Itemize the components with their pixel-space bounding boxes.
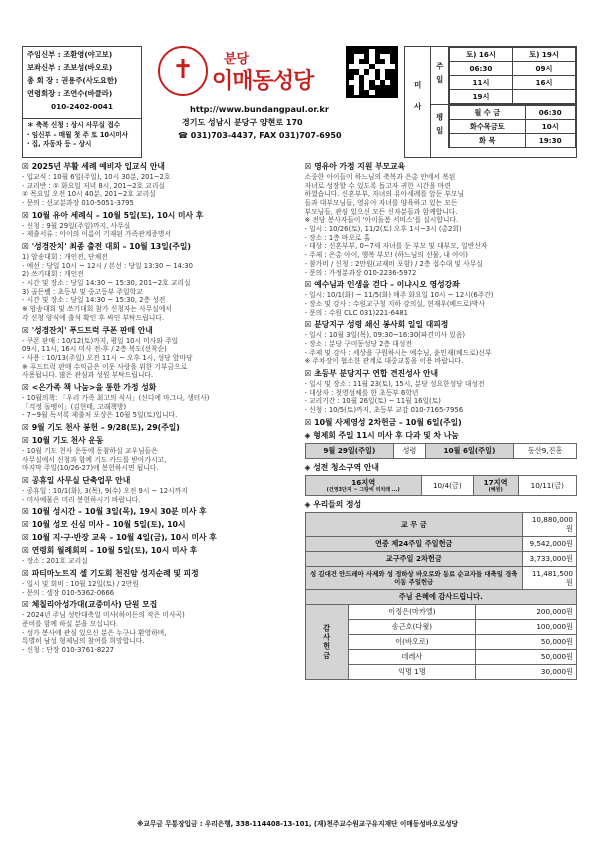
notice-line: - 공휴일 : 10/1(화), 3(목), 9(수) 오전 9시 ~ 12시까지 xyxy=(22,486,188,495)
mass-day: 화수목금토 xyxy=(450,120,526,134)
cleaning-title: ◈ 성전 청소구역 안내 xyxy=(304,462,379,472)
clergy-row: 주임신부 : 조환영(야고보) xyxy=(27,50,113,59)
qr-code-icon[interactable] xyxy=(346,46,398,98)
notice-line: - 일시 : 10/26(토), 11/2(토) 오후 1시~3시 (총2회) xyxy=(304,225,462,234)
parish-name: 이매동성당 xyxy=(212,69,314,94)
cleaning-date: 10/4(금) xyxy=(421,475,473,496)
notice-line: - 시간 및 장소 : 당일 14:30 ~ 15:30, 201~2호 교리실 xyxy=(22,279,191,288)
parish-brand xyxy=(142,46,342,158)
parish-sub-title: 분당 xyxy=(224,52,250,67)
mass-schedule xyxy=(404,46,577,158)
notice-heading: ☒ 파티마노트직 셀 기도회 천진암 성지순례 및 피정 xyxy=(22,568,199,578)
offering-amount: 10,880,000원 xyxy=(522,513,576,536)
notice-line: - 문의 : 가정분과장 010-2236-5972 xyxy=(304,268,417,277)
notice-line: - 교리반 : ① 화요일 저녁 8시, 201~2호 교리실 xyxy=(22,181,165,190)
header xyxy=(22,46,577,158)
cleaning-zone-detail: (혜원) xyxy=(488,486,503,493)
offering-section xyxy=(305,500,578,680)
notice-heading: ☒ '성경잔치' 푸드트럭 쿠폰 판매 안내 xyxy=(22,325,153,335)
left-column xyxy=(22,162,295,684)
footer-bank-info: ※교무금 무통장입금 : 우리은행, 338-114408-13-101, (재)천주교수원교구유지재단 이매동성바오로성당 xyxy=(137,820,458,828)
notice-line: - 쿠폰 판매 : 10/12(토)까지, 평일 10시 미사와 주일 xyxy=(22,336,179,345)
donor-name: 이정은(마카엘) xyxy=(349,605,475,620)
donor-amount: 50,000원 xyxy=(475,650,577,665)
notice-line: 3) 골든벨 : 초등부 및 중고등부 주일학교 xyxy=(22,287,143,296)
notice-section xyxy=(22,507,295,517)
weekday-label: 평일 xyxy=(431,105,449,148)
offering-title: ◈ 우리들의 정성 xyxy=(304,500,362,510)
mass-time: 09시 xyxy=(513,62,576,76)
notice-line: - 대상자 : 첫영성체를 한 초등부 6학년 xyxy=(304,388,419,397)
notice-heading: ☒ 10월 사제영성 2차헌금 – 10월 6일(주일) xyxy=(304,417,462,427)
notice-line: - 일시 및 장소 : 11월 23(토), 15시, 분당 성요한성당 대성전 xyxy=(304,379,485,388)
notice-section xyxy=(22,383,295,420)
notice-section xyxy=(22,569,295,597)
notice-line: - 7~9월 독서록 제출처 포상은 10월 5일(토)입니다. xyxy=(22,411,178,420)
notice-line: - 문의 : 셀장 010-5362-0666 xyxy=(22,588,115,597)
notice-line: ※ 푸드트럭 판매 수익금은 이웃 사랑을 위한 기부금으로 xyxy=(22,362,188,371)
parish-url-link[interactable]: http://www.bundangpaul.or.kr xyxy=(190,104,329,114)
notice-section xyxy=(22,476,295,504)
notice-line: 사무실에서 신청과 함께 기도 카드를 받아가시고, xyxy=(22,455,167,464)
clergy-phone: 010-2402-0041 xyxy=(51,102,113,111)
notice-line: - 주제 및 강사 : 세상을 구원하시는 예수님, 윤민재(베드로)신부 xyxy=(304,348,492,357)
notice-line: 하였습니다. 신혼부부, 자녀의 유아세례를 앞둔 부모님 xyxy=(304,190,465,199)
notice-heading: ☒ <은가족 책 나눔>을 통한 가정 성화 xyxy=(22,382,157,392)
sharing-section xyxy=(305,431,578,459)
notice-line: - 문의 : 수원 CLC 031)221-6481 xyxy=(304,308,408,317)
notice-heading: ☒ 10월 성시간 – 10월 3일(목), 19시 30분 미사 후 xyxy=(22,507,207,517)
cleaning-zone: 16지역 xyxy=(351,477,376,487)
notice-line: - 신청 : 단장 010-3761-8227 xyxy=(22,645,115,654)
notice-heading: ☒ 9월 기도 천사 봉헌 – 9/28(토), 29(주일) xyxy=(22,422,180,432)
notice-section xyxy=(22,546,295,566)
offering-item: 연중 제24주일 주일헌금 xyxy=(305,536,522,551)
notice-section xyxy=(22,520,295,530)
notice-line: 「걱정 돌멩이」(김현태, 고래책방) xyxy=(22,402,127,411)
clergy-row: 연령회장 : 조연수(바클라) xyxy=(27,89,113,98)
notice-line: ② 목요일 오전 10시 40분, 201~2호 교리실 xyxy=(22,190,156,199)
notice-section xyxy=(305,418,578,428)
sharing-group: 동산9,진흥 xyxy=(514,443,577,458)
notice-heading: ☒ 10월 기도 천사 운동 xyxy=(22,435,104,445)
notice-line: ※ 주차장이 협소한 관계로 대중교통을 이용 바랍니다. xyxy=(304,357,464,366)
notice-line: - 10월의책: 「우리 가족 최고의 식사」(신디에 마그나, 생터사) xyxy=(22,393,210,402)
parish-logo-icon: ✝ xyxy=(158,46,208,96)
notice-line: - 대상 : 신혼부부, 0~7세 자녀를 둔 부모 및 대부모, 일반신자 xyxy=(304,242,488,251)
notice-line: 부모님들, 관심 있으신 모든 신자분들과 함께합니다. xyxy=(304,207,458,216)
notice-line: - 일시: 10/1(화) ~ 11/5(화) 매주 화요일 10시 ~ 12시(6주간) xyxy=(304,291,494,300)
notice-line: - 주제 : 은총 아이, 행복 부모! (하느님의 선물, 내 아이) xyxy=(304,251,468,260)
mass-day: 월 수 금 xyxy=(450,106,526,120)
mass-time: 19:30 xyxy=(525,134,576,148)
donor-amount: 30,000원 xyxy=(475,665,577,680)
notice-line: - 교리기간 : 10월 26일(토) ~ 11월 16일(토) xyxy=(304,397,441,406)
notice-line: 특별히 남성 형제님의 참여를 희망합니다. xyxy=(22,637,145,646)
donor-amount: 200,000원 xyxy=(475,605,577,620)
blessing-notice: · 집, 자동차 등 – 상시 xyxy=(27,140,92,149)
mass-time: 토) 19시 xyxy=(513,48,576,62)
donor-name: 데레사 xyxy=(349,650,475,665)
notice-line: 각 신청 양식에 출석 확인 후 싸인 부탁드립니다. xyxy=(22,313,165,322)
notice-line: 준비를 함께 하실 분을 모십니다. xyxy=(22,619,119,628)
cleaning-zone-detail: (건영3단지 ~ 그랑비 리치래 ...) xyxy=(326,486,400,493)
notice-line: - 장소 : 201호 교리실 xyxy=(22,557,88,566)
notice-line: - 제출서류 : 아이의 이름이 기재된 가족관계증명서 xyxy=(22,230,172,239)
notice-line: - 2024년 주님 성탄대축일 미사(하이든의 작은 미사곡) xyxy=(22,611,185,620)
notice-line: - 신청 : 9월 29일(주일)까지, 사무실 xyxy=(22,221,131,230)
mass-time: 06:30 xyxy=(525,106,576,120)
notice-line: - 10월 기도 천사 운동에 동참하실 교우님들은 xyxy=(22,446,158,455)
mass-time xyxy=(513,90,576,104)
notice-heading: ☒ '성경잔치' 최종 출전 대회 – 10월 13일(주일) xyxy=(22,242,191,252)
notice-heading: ☒ 예수님과 인생을 걷다 – 이냐시오 영성강좌 xyxy=(304,280,460,290)
blessing-notice: · 임신부 – 매월 첫 주 토 10시미사 xyxy=(27,130,129,139)
notice-section xyxy=(22,242,295,322)
mass-time: 16시 xyxy=(513,76,576,90)
donor-name: 이(바오로) xyxy=(349,635,475,650)
parish-address: 경기도 성남시 분당구 양현로 170 xyxy=(182,118,303,127)
notice-line: 2) 쓰기대회 : 개인전 xyxy=(22,270,84,279)
notice-line: 사용됩니다. 많은 관심과 성원 부탁드립니다. xyxy=(22,371,154,380)
thanks-title: 주님 은혜에 감사드립니다. xyxy=(305,590,577,605)
notice-line: - 입교식 : 10월 6일(주일), 10시 30분, 201~2호 xyxy=(22,172,171,181)
notice-line: - 성가 봉사에 관심 있으신 분은 누구나 환영하며, xyxy=(22,628,167,637)
mass-time: 토) 16시 xyxy=(450,48,513,62)
clergy-row: 총 회 장 : 권용주(사도요한) xyxy=(27,76,118,85)
notice-section xyxy=(22,211,295,239)
notice-line: - 참가비 / 신청 : 2만원(교재비 포함) / 2층 접수대 및 사무실 xyxy=(304,259,483,268)
notice-section xyxy=(305,280,578,317)
clergy-box xyxy=(22,46,142,158)
cleaning-section xyxy=(305,463,578,497)
donor-name: 익명 1명 xyxy=(349,665,475,680)
notice-line: - 장소 : 1층 바오로 홀 xyxy=(304,233,371,242)
sharing-title: ◈ 형제회 주일 11시 미사 후 다과 및 차 나눔 xyxy=(304,430,459,440)
notice-section xyxy=(22,423,295,433)
offering-item: 교 무 금 xyxy=(305,513,522,536)
notice-line: - 예선 : 당일 10시 ~ 12시 / 본선 : 당일 13:30 ~ 14:30 xyxy=(22,261,193,270)
donor-amount: 100,000원 xyxy=(475,620,577,635)
notice-section xyxy=(305,162,578,277)
notice-line: - 장소 및 강사 : 수원교구청 지하 강의실, 현재우(베드로)박사 xyxy=(304,299,486,308)
sunday-label: 주일 xyxy=(431,47,449,104)
notice-line: - 미사예물은 미리 봉헌하시기 바랍니다. xyxy=(22,495,141,504)
offering-item: 교구주일 2차헌금 xyxy=(305,551,522,566)
parish-tel: ☎ 031)703-4437, FAX 031)707-6950 xyxy=(178,131,342,140)
notice-heading: ☒ 연령회 월례회의 – 10월 5일(토), 10시 미사 후 xyxy=(22,546,198,556)
blessing-notice: ＊ 축복 신청 : 상시 사무실 접수 xyxy=(27,121,121,129)
mass-day: 화 목 xyxy=(450,134,526,148)
notice-line: 09시, 11시, 16시 미사 전·후 / 2층 복도(선착순) xyxy=(22,345,167,354)
notice-heading: ☒ 공휴일 사무실 단축업무 안내 xyxy=(22,475,131,485)
cleaning-zone: 17지역 xyxy=(483,477,508,487)
sharing-date: 9월 29일(주일) xyxy=(305,443,394,458)
notice-line: - 일시 및 회비 : 10월 12일(토) / 2만원 xyxy=(22,579,139,588)
right-column xyxy=(305,162,578,684)
notice-heading: ☒ 10월 지·구·반장 교육 – 10월 4일(금), 10시 미사 후 xyxy=(22,533,217,543)
notice-line: 1) 암송대회 : 개인전, 단체전 xyxy=(22,253,108,262)
notice-heading: ☒ 체칠리아성가대(교중미사) 단원 모집 xyxy=(22,600,158,610)
notice-line: ※ 암송대회 및 쓰기대회 참가 신청자는 사무실에서 xyxy=(22,305,172,314)
mass-time: 06:30 xyxy=(450,62,513,76)
content-columns xyxy=(22,162,577,684)
notice-section xyxy=(22,162,295,208)
notice-section xyxy=(22,600,295,654)
cleaning-date: 10/11(금) xyxy=(518,475,576,496)
notice-line: ※ 전담 봉사자들이 '아이돌봄 서비스'를 실시합니다. xyxy=(304,216,459,225)
notice-line: 자녀로 성장할 수 있도록 돕고자 귀한 시간을 마련 xyxy=(304,181,451,190)
notice-line: - 장소 : 분당 구미동성당 2층 대성전 xyxy=(304,339,412,348)
thanks-label: 감사헌금 xyxy=(305,605,349,680)
notice-line: - 시간 및 장소 : 당일 14:30 ~ 15:30, 2층 성전 xyxy=(22,296,166,305)
clergy-row: 보좌신부 : 조보성(바오로) xyxy=(27,63,113,72)
donor-name: 송근호(다윗) xyxy=(349,620,475,635)
donor-amount: 50,000원 xyxy=(475,635,577,650)
notice-heading: ☒ 초등부 분당지구 연합 견진성사 안내 xyxy=(304,368,439,378)
mass-time: 10시 xyxy=(525,120,576,134)
notice-heading: ☒ 10월 성모 신심 미사 – 10월 5일(토), 10시 xyxy=(22,520,186,530)
notice-section xyxy=(22,436,295,473)
notice-section xyxy=(22,533,295,543)
notice-section xyxy=(22,326,295,380)
notice-line: - 신청 : 10/5(토)까지, 초등부 교감 010-7165-7956 xyxy=(304,406,464,414)
notice-heading: ☒ 2025년 부활 세례 예비자 입교식 안내 xyxy=(22,162,165,171)
notice-line: - 사용 : 10/13(주일) 오전 11시 ~ 오후 1시, 성당 앞마당 xyxy=(22,353,193,362)
offering-amount: 9,542,000원 xyxy=(522,536,576,551)
mass-label: 미사 xyxy=(405,47,431,157)
sharing-group: 성령 xyxy=(394,443,425,458)
notice-section xyxy=(305,369,578,415)
mass-time: 11시 xyxy=(450,76,513,90)
notice-heading: ☒ 분당지구 성령 쇄신 봉사회 일일 대피정 xyxy=(304,320,449,330)
notice-heading: ☒ 영유아 가정 지원 부모교육 xyxy=(304,162,406,171)
notice-line: 마지막 주일(10/26-27)에 봉헌하시면 됩니다. xyxy=(22,464,159,473)
notice-line: - 일시 : 10월 3일(목), 09:30~16:30(파견미사 있음) xyxy=(304,331,466,340)
notice-heading: ☒ 10월 유아 세례식 – 10월 5일(토), 10시 미사 후 xyxy=(22,210,204,220)
notice-line: 들과 대부모님들, 영유아 자녀를 양육하고 있는 모든 xyxy=(304,199,458,208)
notice-section xyxy=(305,320,578,366)
notice-line: 소중한 아이들이 하느님의 축복과 은총 안에서 복된 xyxy=(304,172,456,181)
mass-time: 19시 xyxy=(450,90,513,104)
offering-amount: 3,733,000원 xyxy=(522,551,576,566)
sharing-date: 10월 6일(주일) xyxy=(425,443,514,458)
notice-line: - 문의 : 선교분과장 010-5051-3795 xyxy=(22,199,134,208)
offering-item: 성 김대건 안드레아 사제와 성 정하상 바오로와 동료 순교자들 대축일 경축이동 주일헌금 xyxy=(305,566,522,589)
offering-amount: 11,481,500원 xyxy=(522,566,576,589)
